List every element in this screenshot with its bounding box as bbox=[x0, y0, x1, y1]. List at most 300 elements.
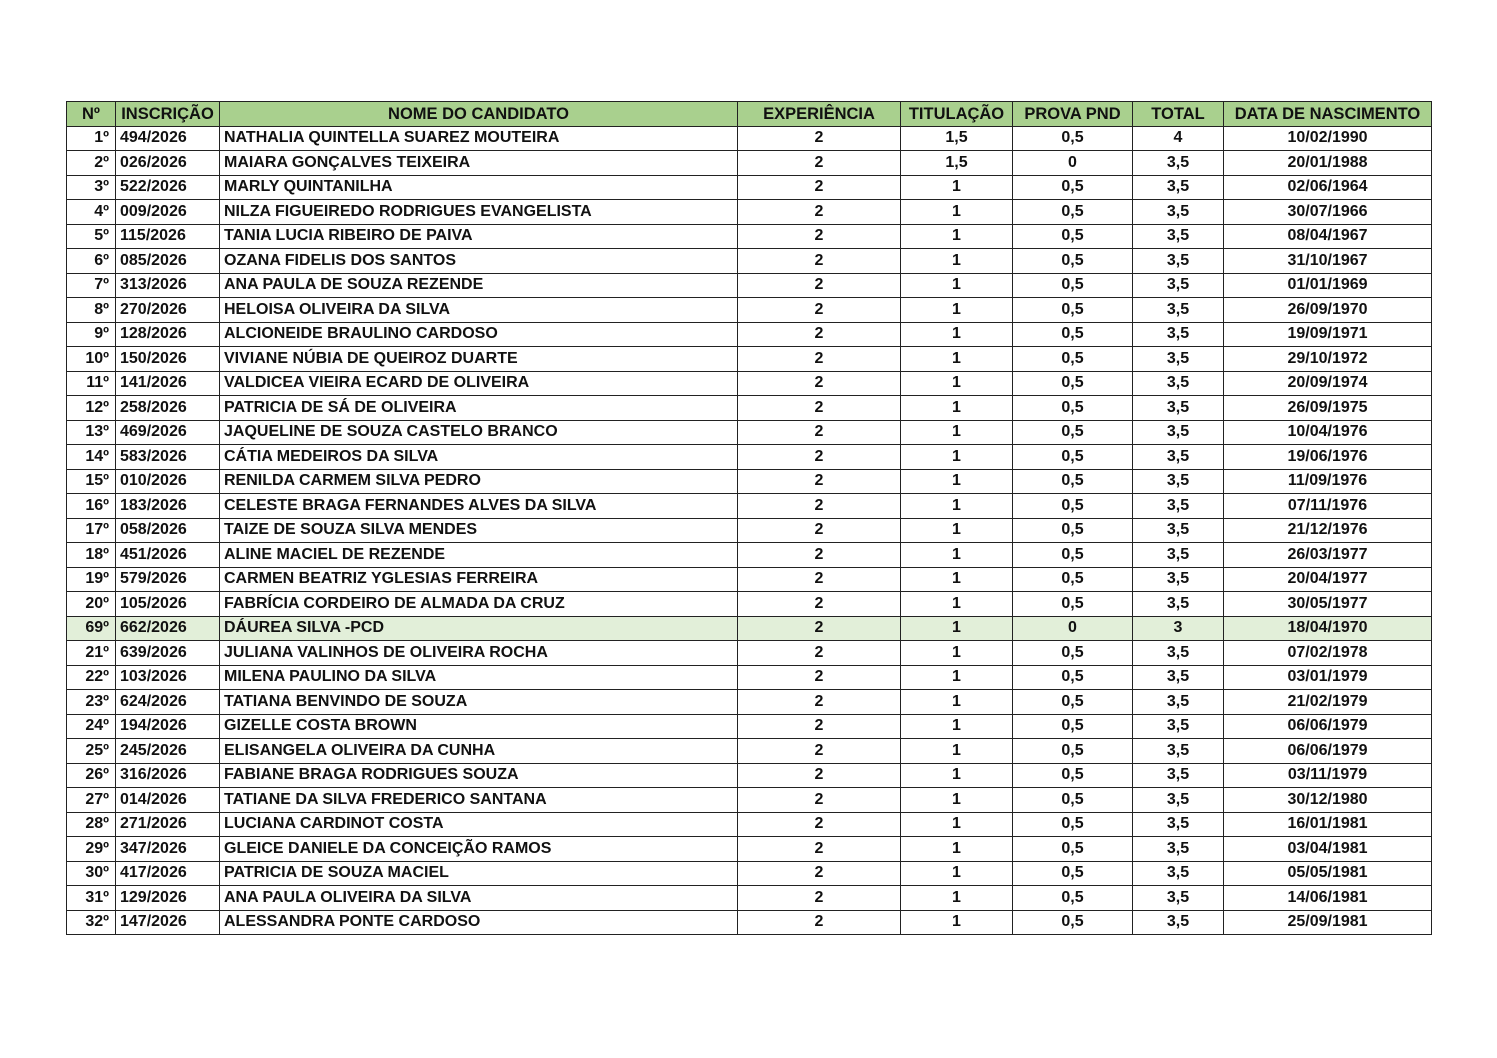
cell-qualification: 1 bbox=[901, 837, 1013, 862]
cell-experience: 2 bbox=[738, 788, 901, 813]
cell-test-pnd: 0,5 bbox=[1013, 788, 1133, 813]
cell-test-pnd: 0,5 bbox=[1013, 224, 1133, 249]
table-row bbox=[67, 690, 1432, 715]
cell-test-pnd: 0,5 bbox=[1013, 126, 1133, 151]
cell-test-pnd: 0 bbox=[1013, 151, 1133, 176]
cell-registration: 147/2026 bbox=[116, 910, 220, 935]
table-row bbox=[67, 641, 1432, 666]
cell-candidate-name: TAIZE DE SOUZA SILVA MENDES bbox=[220, 518, 738, 543]
cell-total: 3,5 bbox=[1133, 837, 1224, 862]
cell-position: 19º bbox=[67, 567, 116, 592]
cell-position: 6º bbox=[67, 249, 116, 274]
cell-candidate-name: TATIANE DA SILVA FREDERICO SANTANA bbox=[220, 788, 738, 813]
cell-registration: 494/2026 bbox=[116, 126, 220, 151]
table-row bbox=[67, 175, 1432, 200]
cell-candidate-name: ELISANGELA OLIVEIRA DA CUNHA bbox=[220, 739, 738, 764]
cell-qualification: 1 bbox=[901, 420, 1013, 445]
cell-candidate-name: HELOISA OLIVEIRA DA SILVA bbox=[220, 298, 738, 323]
cell-candidate-name: DÁUREA SILVA -PCD bbox=[220, 616, 738, 641]
col-header-position: Nº bbox=[67, 102, 116, 127]
cell-test-pnd: 0,5 bbox=[1013, 665, 1133, 690]
cell-position: 28º bbox=[67, 812, 116, 837]
table-row bbox=[67, 371, 1432, 396]
table-row bbox=[67, 126, 1432, 151]
cell-position: 20º bbox=[67, 592, 116, 617]
table-row bbox=[67, 445, 1432, 470]
cell-registration: 417/2026 bbox=[116, 861, 220, 886]
table-row bbox=[67, 249, 1432, 274]
col-header-registration: INSCRIÇÃO bbox=[116, 102, 220, 127]
cell-registration: 271/2026 bbox=[116, 812, 220, 837]
cell-qualification: 1 bbox=[901, 567, 1013, 592]
cell-total: 3,5 bbox=[1133, 371, 1224, 396]
cell-position: 11º bbox=[67, 371, 116, 396]
cell-registration: 579/2026 bbox=[116, 567, 220, 592]
cell-qualification: 1 bbox=[901, 886, 1013, 911]
cell-candidate-name: FABRÍCIA CORDEIRO DE ALMADA DA CRUZ bbox=[220, 592, 738, 617]
cell-total: 3,5 bbox=[1133, 665, 1224, 690]
cell-birth-date: 26/09/1975 bbox=[1224, 396, 1432, 421]
table-row bbox=[67, 739, 1432, 764]
cell-candidate-name: VALDICEA VIEIRA ECARD DE OLIVEIRA bbox=[220, 371, 738, 396]
cell-qualification: 1 bbox=[901, 543, 1013, 568]
col-header-total: TOTAL bbox=[1133, 102, 1224, 127]
table-row bbox=[67, 567, 1432, 592]
cell-candidate-name: NATHALIA QUINTELLA SUAREZ MOUTEIRA bbox=[220, 126, 738, 151]
cell-candidate-name: ANA PAULA DE SOUZA REZENDE bbox=[220, 273, 738, 298]
cell-experience: 2 bbox=[738, 371, 901, 396]
cell-position: 9º bbox=[67, 322, 116, 347]
table-row bbox=[67, 347, 1432, 372]
cell-total: 3,5 bbox=[1133, 518, 1224, 543]
cell-total: 3,5 bbox=[1133, 886, 1224, 911]
table-row bbox=[67, 861, 1432, 886]
cell-position: 23º bbox=[67, 690, 116, 715]
cell-experience: 2 bbox=[738, 469, 901, 494]
cell-qualification: 1 bbox=[901, 298, 1013, 323]
cell-birth-date: 03/01/1979 bbox=[1224, 665, 1432, 690]
cell-total: 3,5 bbox=[1133, 469, 1224, 494]
cell-registration: 522/2026 bbox=[116, 175, 220, 200]
cell-qualification: 1,5 bbox=[901, 126, 1013, 151]
cell-position: 12º bbox=[67, 396, 116, 421]
cell-birth-date: 19/09/1971 bbox=[1224, 322, 1432, 347]
cell-total: 3,5 bbox=[1133, 298, 1224, 323]
table-row bbox=[67, 151, 1432, 176]
cell-test-pnd: 0,5 bbox=[1013, 469, 1133, 494]
cell-birth-date: 20/01/1988 bbox=[1224, 151, 1432, 176]
cell-test-pnd: 0,5 bbox=[1013, 249, 1133, 274]
cell-experience: 2 bbox=[738, 763, 901, 788]
cell-test-pnd: 0,5 bbox=[1013, 690, 1133, 715]
cell-test-pnd: 0,5 bbox=[1013, 910, 1133, 935]
table-row bbox=[67, 273, 1432, 298]
cell-test-pnd: 0,5 bbox=[1013, 763, 1133, 788]
cell-total: 3,5 bbox=[1133, 812, 1224, 837]
cell-experience: 2 bbox=[738, 518, 901, 543]
cell-position: 21º bbox=[67, 641, 116, 666]
cell-test-pnd: 0,5 bbox=[1013, 714, 1133, 739]
cell-experience: 2 bbox=[738, 861, 901, 886]
cell-candidate-name: TATIANA BENVINDO DE SOUZA bbox=[220, 690, 738, 715]
col-header-test-pnd: PROVA PND bbox=[1013, 102, 1133, 127]
cell-candidate-name: ANA PAULA OLIVEIRA DA SILVA bbox=[220, 886, 738, 911]
cell-test-pnd: 0,5 bbox=[1013, 347, 1133, 372]
cell-qualification: 1 bbox=[901, 788, 1013, 813]
table-row bbox=[67, 396, 1432, 421]
table-row bbox=[67, 224, 1432, 249]
cell-total: 3,5 bbox=[1133, 224, 1224, 249]
cell-registration: 009/2026 bbox=[116, 200, 220, 225]
table-row bbox=[67, 518, 1432, 543]
cell-candidate-name: CARMEN BEATRIZ YGLESIAS FERREIRA bbox=[220, 567, 738, 592]
cell-position: 3º bbox=[67, 175, 116, 200]
col-header-candidate-name: NOME DO CANDIDATO bbox=[220, 102, 738, 127]
cell-candidate-name: NILZA FIGUEIREDO RODRIGUES EVANGELISTA bbox=[220, 200, 738, 225]
cell-qualification: 1 bbox=[901, 224, 1013, 249]
cell-test-pnd: 0,5 bbox=[1013, 886, 1133, 911]
cell-position: 27º bbox=[67, 788, 116, 813]
cell-position: 18º bbox=[67, 543, 116, 568]
cell-qualification: 1 bbox=[901, 175, 1013, 200]
cell-total: 3,5 bbox=[1133, 861, 1224, 886]
cell-birth-date: 06/06/1979 bbox=[1224, 714, 1432, 739]
cell-candidate-name: CELESTE BRAGA FERNANDES ALVES DA SILVA bbox=[220, 494, 738, 519]
cell-registration: 347/2026 bbox=[116, 837, 220, 862]
cell-qualification: 1 bbox=[901, 714, 1013, 739]
cell-qualification: 1 bbox=[901, 371, 1013, 396]
cell-candidate-name: ALESSANDRA PONTE CARDOSO bbox=[220, 910, 738, 935]
cell-candidate-name: ALCIONEIDE BRAULINO CARDOSO bbox=[220, 322, 738, 347]
cell-registration: 245/2026 bbox=[116, 739, 220, 764]
table-row bbox=[67, 322, 1432, 347]
cell-candidate-name: ALINE MACIEL DE REZENDE bbox=[220, 543, 738, 568]
cell-birth-date: 30/12/1980 bbox=[1224, 788, 1432, 813]
cell-test-pnd: 0,5 bbox=[1013, 200, 1133, 225]
cell-test-pnd: 0,5 bbox=[1013, 298, 1133, 323]
cell-birth-date: 05/05/1981 bbox=[1224, 861, 1432, 886]
cell-registration: 662/2026 bbox=[116, 616, 220, 641]
cell-registration: 183/2026 bbox=[116, 494, 220, 519]
cell-birth-date: 21/02/1979 bbox=[1224, 690, 1432, 715]
cell-qualification: 1 bbox=[901, 200, 1013, 225]
cell-total: 3,5 bbox=[1133, 200, 1224, 225]
cell-birth-date: 20/09/1974 bbox=[1224, 371, 1432, 396]
cell-position: 2º bbox=[67, 151, 116, 176]
cell-total: 3,5 bbox=[1133, 445, 1224, 470]
cell-birth-date: 07/11/1976 bbox=[1224, 494, 1432, 519]
cell-qualification: 1 bbox=[901, 616, 1013, 641]
table-row bbox=[67, 837, 1432, 862]
cell-birth-date: 16/01/1981 bbox=[1224, 812, 1432, 837]
cell-birth-date: 14/06/1981 bbox=[1224, 886, 1432, 911]
table-row-highlighted bbox=[67, 616, 1432, 641]
cell-registration: 115/2026 bbox=[116, 224, 220, 249]
cell-total: 3,5 bbox=[1133, 567, 1224, 592]
cell-experience: 2 bbox=[738, 690, 901, 715]
table-row bbox=[67, 298, 1432, 323]
cell-experience: 2 bbox=[738, 396, 901, 421]
cell-experience: 2 bbox=[738, 567, 901, 592]
cell-test-pnd: 0,5 bbox=[1013, 592, 1133, 617]
cell-birth-date: 06/06/1979 bbox=[1224, 739, 1432, 764]
cell-position: 31º bbox=[67, 886, 116, 911]
cell-qualification: 1 bbox=[901, 396, 1013, 421]
cell-experience: 2 bbox=[738, 445, 901, 470]
cell-registration: 141/2026 bbox=[116, 371, 220, 396]
cell-qualification: 1 bbox=[901, 739, 1013, 764]
cell-registration: 270/2026 bbox=[116, 298, 220, 323]
cell-birth-date: 26/03/1977 bbox=[1224, 543, 1432, 568]
cell-position: 17º bbox=[67, 518, 116, 543]
cell-candidate-name: GLEICE DANIELE DA CONCEIÇÃO RAMOS bbox=[220, 837, 738, 862]
cell-test-pnd: 0,5 bbox=[1013, 837, 1133, 862]
table-row bbox=[67, 494, 1432, 519]
cell-registration: 105/2026 bbox=[116, 592, 220, 617]
cell-registration: 316/2026 bbox=[116, 763, 220, 788]
cell-total: 3 bbox=[1133, 616, 1224, 641]
cell-total: 3,5 bbox=[1133, 788, 1224, 813]
cell-registration: 010/2026 bbox=[116, 469, 220, 494]
cell-birth-date: 31/10/1967 bbox=[1224, 249, 1432, 274]
cell-qualification: 1 bbox=[901, 273, 1013, 298]
cell-qualification: 1 bbox=[901, 763, 1013, 788]
table-row bbox=[67, 788, 1432, 813]
cell-position: 22º bbox=[67, 665, 116, 690]
cell-experience: 2 bbox=[738, 494, 901, 519]
cell-experience: 2 bbox=[738, 714, 901, 739]
cell-experience: 2 bbox=[738, 739, 901, 764]
cell-test-pnd: 0,5 bbox=[1013, 739, 1133, 764]
cell-birth-date: 03/04/1981 bbox=[1224, 837, 1432, 862]
cell-position: 24º bbox=[67, 714, 116, 739]
cell-position: 29º bbox=[67, 837, 116, 862]
table-row bbox=[67, 200, 1432, 225]
cell-registration: 150/2026 bbox=[116, 347, 220, 372]
cell-test-pnd: 0,5 bbox=[1013, 567, 1133, 592]
table-row bbox=[67, 714, 1432, 739]
cell-birth-date: 30/05/1977 bbox=[1224, 592, 1432, 617]
cell-experience: 2 bbox=[738, 322, 901, 347]
cell-qualification: 1 bbox=[901, 249, 1013, 274]
cell-position: 69º bbox=[67, 616, 116, 641]
cell-test-pnd: 0,5 bbox=[1013, 518, 1133, 543]
table-row bbox=[67, 543, 1432, 568]
cell-candidate-name: LUCIANA CARDINOT COSTA bbox=[220, 812, 738, 837]
cell-position: 7º bbox=[67, 273, 116, 298]
table-row bbox=[67, 763, 1432, 788]
cell-registration: 085/2026 bbox=[116, 249, 220, 274]
table-row bbox=[67, 886, 1432, 911]
cell-total: 3,5 bbox=[1133, 763, 1224, 788]
cell-experience: 2 bbox=[738, 543, 901, 568]
cell-registration: 058/2026 bbox=[116, 518, 220, 543]
cell-birth-date: 20/04/1977 bbox=[1224, 567, 1432, 592]
cell-birth-date: 21/12/1976 bbox=[1224, 518, 1432, 543]
cell-total: 3,5 bbox=[1133, 714, 1224, 739]
cell-test-pnd: 0,5 bbox=[1013, 396, 1133, 421]
cell-candidate-name: GIZELLE COSTA BROWN bbox=[220, 714, 738, 739]
cell-total: 3,5 bbox=[1133, 175, 1224, 200]
cell-qualification: 1 bbox=[901, 469, 1013, 494]
cell-experience: 2 bbox=[738, 616, 901, 641]
cell-test-pnd: 0 bbox=[1013, 616, 1133, 641]
cell-registration: 624/2026 bbox=[116, 690, 220, 715]
cell-candidate-name: PATRICIA DE SÁ DE OLIVEIRA bbox=[220, 396, 738, 421]
cell-test-pnd: 0,5 bbox=[1013, 861, 1133, 886]
cell-registration: 026/2026 bbox=[116, 151, 220, 176]
cell-registration: 639/2026 bbox=[116, 641, 220, 666]
cell-candidate-name: JAQUELINE DE SOUZA CASTELO BRANCO bbox=[220, 420, 738, 445]
cell-position: 25º bbox=[67, 739, 116, 764]
cell-total: 3,5 bbox=[1133, 910, 1224, 935]
cell-qualification: 1 bbox=[901, 347, 1013, 372]
cell-total: 3,5 bbox=[1133, 396, 1224, 421]
cell-total: 3,5 bbox=[1133, 641, 1224, 666]
table-row bbox=[67, 910, 1432, 935]
cell-position: 4º bbox=[67, 200, 116, 225]
cell-position: 15º bbox=[67, 469, 116, 494]
cell-experience: 2 bbox=[738, 151, 901, 176]
cell-total: 3,5 bbox=[1133, 690, 1224, 715]
cell-experience: 2 bbox=[738, 886, 901, 911]
table-row bbox=[67, 420, 1432, 445]
cell-test-pnd: 0,5 bbox=[1013, 494, 1133, 519]
cell-birth-date: 26/09/1970 bbox=[1224, 298, 1432, 323]
cell-birth-date: 19/06/1976 bbox=[1224, 445, 1432, 470]
cell-experience: 2 bbox=[738, 420, 901, 445]
cell-qualification: 1,5 bbox=[901, 151, 1013, 176]
cell-test-pnd: 0,5 bbox=[1013, 273, 1133, 298]
cell-total: 3,5 bbox=[1133, 151, 1224, 176]
cell-registration: 313/2026 bbox=[116, 273, 220, 298]
cell-qualification: 1 bbox=[901, 592, 1013, 617]
cell-birth-date: 29/10/1972 bbox=[1224, 347, 1432, 372]
cell-candidate-name: MILENA PAULINO DA SILVA bbox=[220, 665, 738, 690]
cell-test-pnd: 0,5 bbox=[1013, 445, 1133, 470]
col-header-birth-date: DATA DE NASCIMENTO bbox=[1224, 102, 1432, 127]
cell-experience: 2 bbox=[738, 200, 901, 225]
cell-birth-date: 25/09/1981 bbox=[1224, 910, 1432, 935]
cell-qualification: 1 bbox=[901, 861, 1013, 886]
cell-registration: 451/2026 bbox=[116, 543, 220, 568]
col-header-qualification: TITULAÇÃO bbox=[901, 102, 1013, 127]
cell-candidate-name: PATRICIA DE SOUZA MACIEL bbox=[220, 861, 738, 886]
cell-experience: 2 bbox=[738, 126, 901, 151]
cell-position: 13º bbox=[67, 420, 116, 445]
cell-experience: 2 bbox=[738, 175, 901, 200]
cell-position: 1º bbox=[67, 126, 116, 151]
cell-total: 3,5 bbox=[1133, 322, 1224, 347]
cell-candidate-name: MAIARA GONÇALVES TEIXEIRA bbox=[220, 151, 738, 176]
cell-birth-date: 07/02/1978 bbox=[1224, 641, 1432, 666]
cell-registration: 014/2026 bbox=[116, 788, 220, 813]
cell-birth-date: 10/04/1976 bbox=[1224, 420, 1432, 445]
cell-qualification: 1 bbox=[901, 910, 1013, 935]
candidates-table bbox=[66, 101, 1432, 935]
cell-candidate-name: CÁTIA MEDEIROS DA SILVA bbox=[220, 445, 738, 470]
cell-qualification: 1 bbox=[901, 494, 1013, 519]
cell-position: 26º bbox=[67, 763, 116, 788]
cell-position: 10º bbox=[67, 347, 116, 372]
cell-qualification: 1 bbox=[901, 445, 1013, 470]
cell-candidate-name: MARLY QUINTANILHA bbox=[220, 175, 738, 200]
table-row bbox=[67, 665, 1432, 690]
cell-total: 3,5 bbox=[1133, 494, 1224, 519]
cell-qualification: 1 bbox=[901, 322, 1013, 347]
cell-test-pnd: 0,5 bbox=[1013, 371, 1133, 396]
cell-test-pnd: 0,5 bbox=[1013, 322, 1133, 347]
cell-registration: 103/2026 bbox=[116, 665, 220, 690]
cell-total: 4 bbox=[1133, 126, 1224, 151]
cell-experience: 2 bbox=[738, 641, 901, 666]
cell-position: 30º bbox=[67, 861, 116, 886]
cell-total: 3,5 bbox=[1133, 543, 1224, 568]
cell-birth-date: 02/06/1964 bbox=[1224, 175, 1432, 200]
cell-position: 32º bbox=[67, 910, 116, 935]
cell-candidate-name: VIVIANE NÚBIA DE QUEIROZ DUARTE bbox=[220, 347, 738, 372]
cell-experience: 2 bbox=[738, 665, 901, 690]
cell-position: 16º bbox=[67, 494, 116, 519]
cell-registration: 194/2026 bbox=[116, 714, 220, 739]
cell-test-pnd: 0,5 bbox=[1013, 175, 1133, 200]
cell-test-pnd: 0,5 bbox=[1013, 812, 1133, 837]
cell-experience: 2 bbox=[738, 910, 901, 935]
cell-experience: 2 bbox=[738, 592, 901, 617]
cell-birth-date: 18/04/1970 bbox=[1224, 616, 1432, 641]
cell-candidate-name: OZANA FIDELIS DOS SANTOS bbox=[220, 249, 738, 274]
cell-qualification: 1 bbox=[901, 518, 1013, 543]
cell-experience: 2 bbox=[738, 298, 901, 323]
cell-experience: 2 bbox=[738, 837, 901, 862]
cell-candidate-name: RENILDA CARMEM SILVA PEDRO bbox=[220, 469, 738, 494]
cell-total: 3,5 bbox=[1133, 592, 1224, 617]
cell-experience: 2 bbox=[738, 249, 901, 274]
cell-qualification: 1 bbox=[901, 665, 1013, 690]
cell-position: 14º bbox=[67, 445, 116, 470]
header-row bbox=[67, 102, 1432, 127]
cell-candidate-name: FABIANE BRAGA RODRIGUES SOUZA bbox=[220, 763, 738, 788]
table-row bbox=[67, 469, 1432, 494]
cell-total: 3,5 bbox=[1133, 273, 1224, 298]
cell-registration: 128/2026 bbox=[116, 322, 220, 347]
cell-test-pnd: 0,5 bbox=[1013, 543, 1133, 568]
cell-birth-date: 08/04/1967 bbox=[1224, 224, 1432, 249]
cell-total: 3,5 bbox=[1133, 420, 1224, 445]
col-header-experience: EXPERIÊNCIA bbox=[738, 102, 901, 127]
cell-birth-date: 11/09/1976 bbox=[1224, 469, 1432, 494]
cell-experience: 2 bbox=[738, 347, 901, 372]
cell-qualification: 1 bbox=[901, 812, 1013, 837]
cell-total: 3,5 bbox=[1133, 249, 1224, 274]
cell-test-pnd: 0,5 bbox=[1013, 641, 1133, 666]
cell-birth-date: 01/01/1969 bbox=[1224, 273, 1432, 298]
cell-registration: 129/2026 bbox=[116, 886, 220, 911]
cell-birth-date: 03/11/1979 bbox=[1224, 763, 1432, 788]
cell-total: 3,5 bbox=[1133, 739, 1224, 764]
cell-position: 8º bbox=[67, 298, 116, 323]
cell-test-pnd: 0,5 bbox=[1013, 420, 1133, 445]
table-row bbox=[67, 592, 1432, 617]
cell-registration: 469/2026 bbox=[116, 420, 220, 445]
cell-position: 5º bbox=[67, 224, 116, 249]
cell-qualification: 1 bbox=[901, 690, 1013, 715]
cell-experience: 2 bbox=[738, 224, 901, 249]
table-row bbox=[67, 812, 1432, 837]
cell-candidate-name: JULIANA VALINHOS DE OLIVEIRA ROCHA bbox=[220, 641, 738, 666]
cell-qualification: 1 bbox=[901, 641, 1013, 666]
cell-candidate-name: TANIA LUCIA RIBEIRO DE PAIVA bbox=[220, 224, 738, 249]
